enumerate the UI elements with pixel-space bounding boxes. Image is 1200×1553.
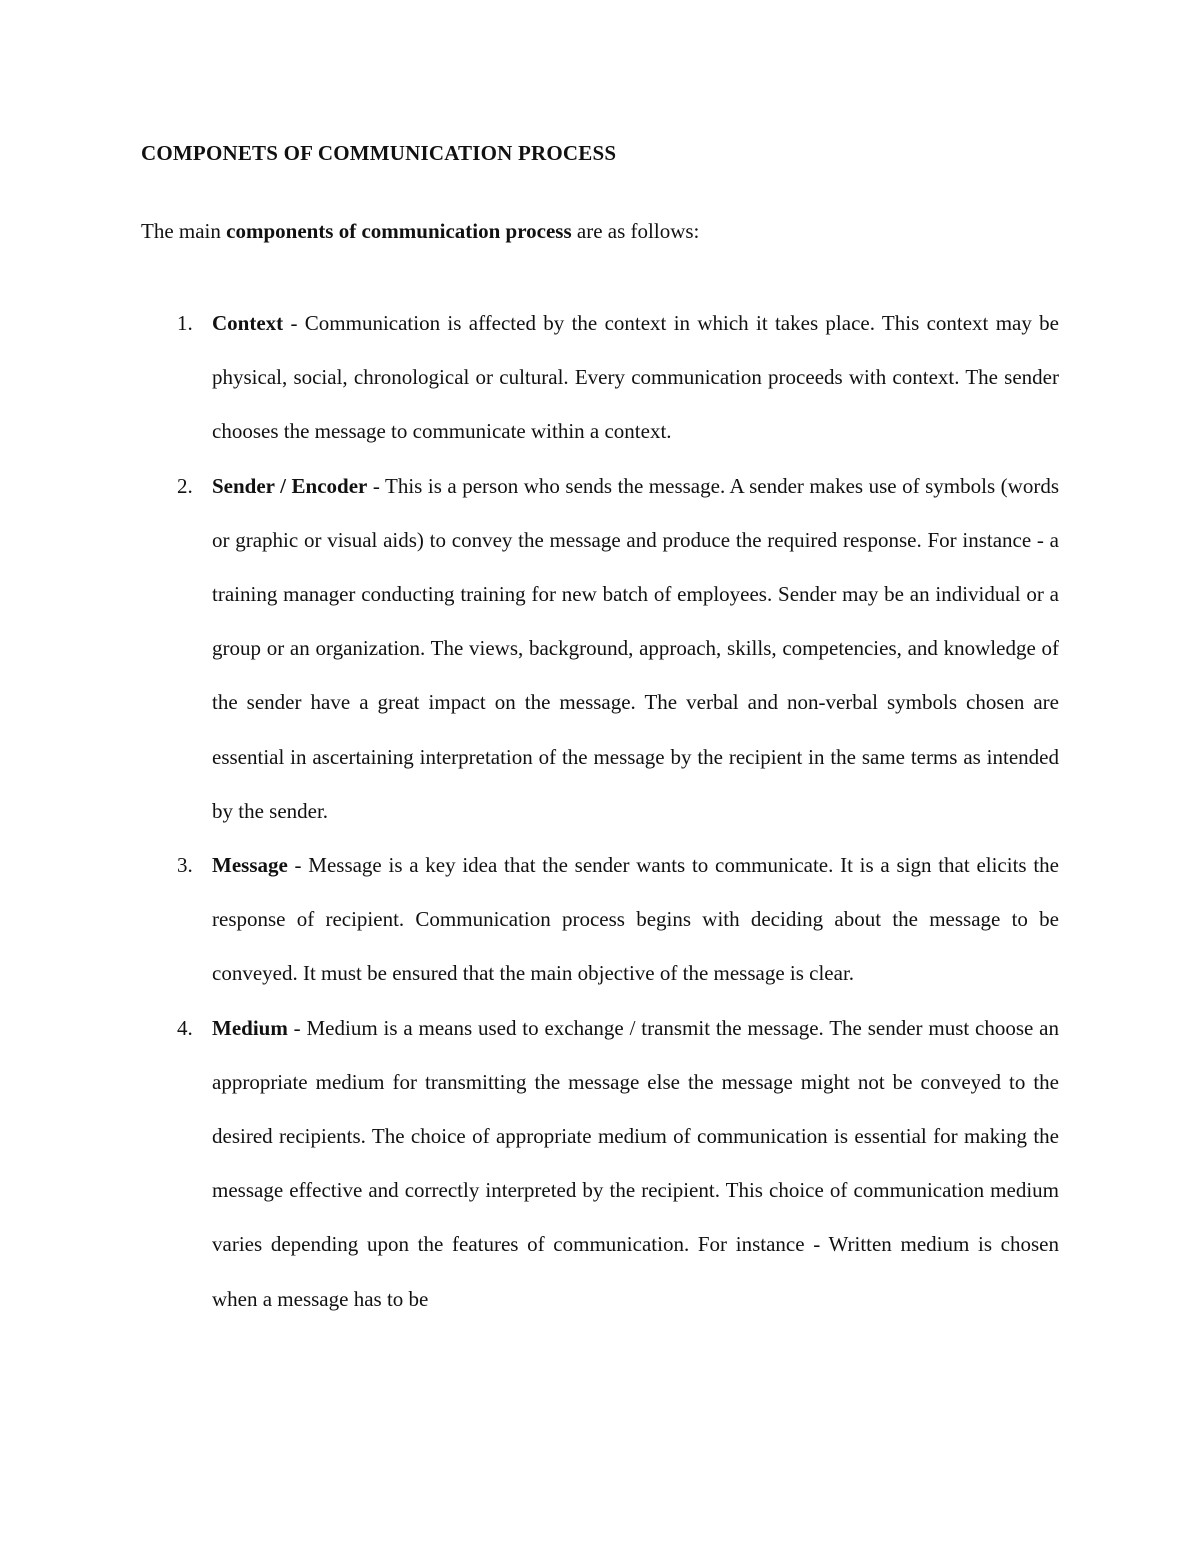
intro-text-after: are as follows: <box>571 219 700 243</box>
list-item-message <box>141 838 1059 1001</box>
list-item-term: Sender / Encoder <box>212 473 368 498</box>
components-list <box>141 296 1059 1326</box>
list-item-number: 1. <box>177 311 193 335</box>
list-item-text: - This is a person who sends the message. A sender makes use of symbols (words or graphic or visual aids) to convey the message and produce the required response. For instance - a training manager conducting training for new batch of employees. Sender may be an individual or a group or an organization. The views, background, approach, skills, competencies, and knowledge of the sender have a great impact on the message. The verbal and non-verbal symbols chosen are essential in ascertaining interpretation of the message by the recipient in the same terms as intended by the sender. <box>212 473 1059 823</box>
list-item-text: - Message is a key idea that the sender wants to communicate. It is a sign that elicits the response of recipient. Communication process begins with deciding about the message to be conveyed. It must be ensured that the main objective of the message is clear. <box>212 853 1059 986</box>
list-item-context <box>141 296 1059 459</box>
list-item-number: 3. <box>177 853 193 878</box>
list-item-number: 2. <box>177 473 193 498</box>
document-heading: COMPONETS OF COMMUNICATION PROCESS <box>141 141 617 165</box>
intro-paragraph <box>141 219 699 244</box>
list-item-sender-encoder <box>141 459 1059 838</box>
list-item-text: - Medium is a means used to exchange / transmit the message. The sender must choose an appropriate medium for transmitting the message else the message might not be conveyed to the desired recipients. The choice of appropriate medium of communication is essential for making the message effective and correctly interpreted by the recipient. This choice of communication medium varies depending upon the features of communication. For instance - Written medium is chosen when a message has to be <box>212 1015 1059 1311</box>
intro-text-before: The main <box>141 219 227 243</box>
intro-bold-text: components of communication process <box>226 219 572 243</box>
list-item-term: Medium <box>212 1015 288 1040</box>
list-item-term: Context <box>212 311 284 335</box>
list-item-text: - Communication is affected by the context in which it takes place. This context may be physical, social, chronological or cultural. Every communication proceeds with context. The sender chooses the message to communicate within a context. <box>212 311 1059 444</box>
list-item-medium <box>141 1001 1059 1326</box>
list-item-term: Message <box>212 853 288 878</box>
list-item-number: 4. <box>177 1015 193 1040</box>
